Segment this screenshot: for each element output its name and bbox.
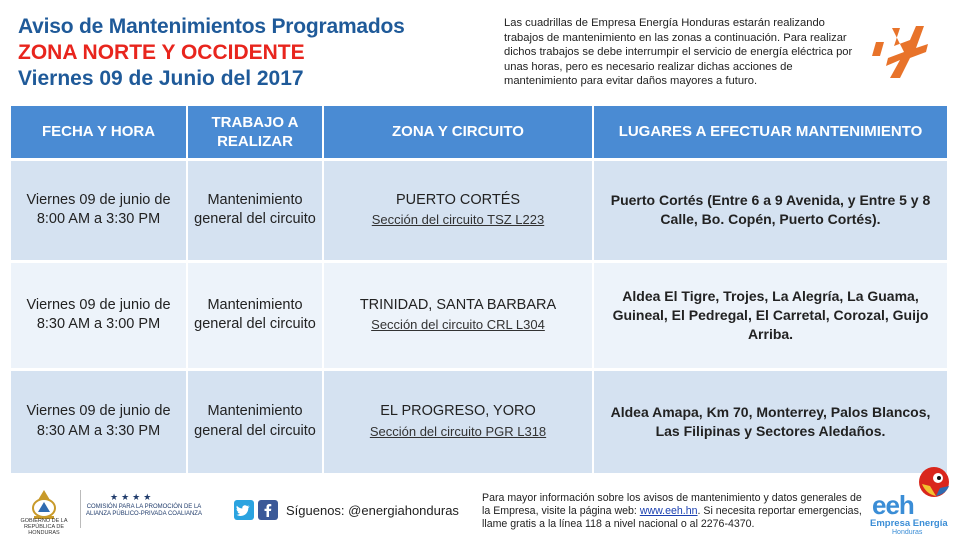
coalianza-text: COMISIÓN PARA LA PROMOCIÓN DE LA ALIANZA PÚBLICO-PRIVADA COALIANZA [86,504,202,517]
col-fecha-header: FECHA Y HORA [11,106,187,159]
coalianza-stars: ★★★★ [110,492,155,502]
zona-cell [323,159,593,261]
gov-text: GOBIERNO DE LA REPÚBLICA DE HONDURAS [20,518,68,536]
facebook-icon[interactable] [258,500,278,520]
lugares-cell: Aldea Amapa, Km 70, Monterrey, Palos Blancos, Las Filipinas y Sectores Aledaños. [593,369,947,473]
footer-divider [80,490,81,528]
circuit-section: Sección del circuito PGR L318 [369,423,547,439]
more-info-text [482,492,868,532]
table-header-row [11,106,947,159]
page-title: Aviso de Mantenimientos Programados [18,15,405,38]
fecha-cell: Viernes 09 de junio de 8:00 AM a 3:30 PM [11,159,187,261]
lugares-cell: Puerto Cortés (Entre 6 a 9 Avenida, y Entre 5 y 8 Calle, Bo. Copén, Puerto Cortés). [593,159,947,261]
col-lugares-header: LUGARES A EFECTUAR MANTENIMIENTO [593,106,947,159]
follow-handle: Síguenos: @energiahonduras [286,502,459,518]
website-link[interactable]: www.eeh.hn [639,505,698,518]
zona-cell [323,369,593,473]
table-row [11,261,947,369]
date-title: Viernes 09 de Junio del 2017 [18,67,304,90]
brand-name: Empresa Energía [870,518,948,529]
trabajo-cell: Mantenimiento general del circuito [187,369,323,473]
header [0,0,960,106]
trabajo-cell: Mantenimiento general del circuito [187,159,323,261]
circuit-section: Sección del circuito TSZ L223 [371,212,545,227]
info-post: . Si necesita reportar emergencias, llame gratis a la línea 118 a nivel nacional o al 2276-4370. [482,505,862,531]
footer [0,478,960,540]
fecha-cell: Viernes 09 de junio de 8:30 AM a 3:00 PM [11,261,187,369]
title-block [18,14,405,92]
eeh-bolt-icon [870,22,934,82]
col-zona-header: ZONA Y CIRCUITO [323,106,593,159]
brand-word: eeh [872,490,914,520]
eeh-logo [870,478,956,538]
brand-sub: Honduras [892,529,923,536]
social-links [234,500,459,520]
col-trabajo-header: TRABAJO A REALIZAR [187,106,323,159]
zona-name: EL PROGRESO, YORO [380,403,536,420]
table-row [11,369,947,473]
lugares-cell: Aldea El Tigre, Trojes, La Alegría, La Guama, Guineal, El Pedregal, El Carretal, Corozal, Guijo Arriba. [593,261,947,369]
table-row [11,159,947,261]
zona-cell [323,261,593,369]
zona-name: PUERTO CORTÉS [395,191,521,208]
macaw-icon [916,464,952,500]
zone-title: ZONA NORTE Y OCCIDENTE [18,41,305,64]
circuit-section: Sección del circuito CRL L304 [371,317,545,332]
maintenance-table [11,106,947,478]
intro-text: Las cuadrillas de Empresa Energía Honduras estarán realizando trabajos de mantenimiento en las zonas a continuación. Para realizar dichos trabajos se debe interrumpir el servicio de energía eléctrica por unas horas, pero es necesario realizar dichas acciones de mantenimiento para evitar daños mayores a futuro. [504,17,853,88]
twitter-icon[interactable] [234,500,254,520]
zona-name: TRINIDAD, SANTA BARBARA [359,296,557,313]
info-pre: Para mayor información sobre los avisos de mantenimiento y datos generales de la Empresa, visite la página web: [482,492,862,518]
fecha-cell: Viernes 09 de junio de 8:30 AM a 3:30 PM [11,369,187,473]
trabajo-cell: Mantenimiento general del circuito [187,261,323,369]
